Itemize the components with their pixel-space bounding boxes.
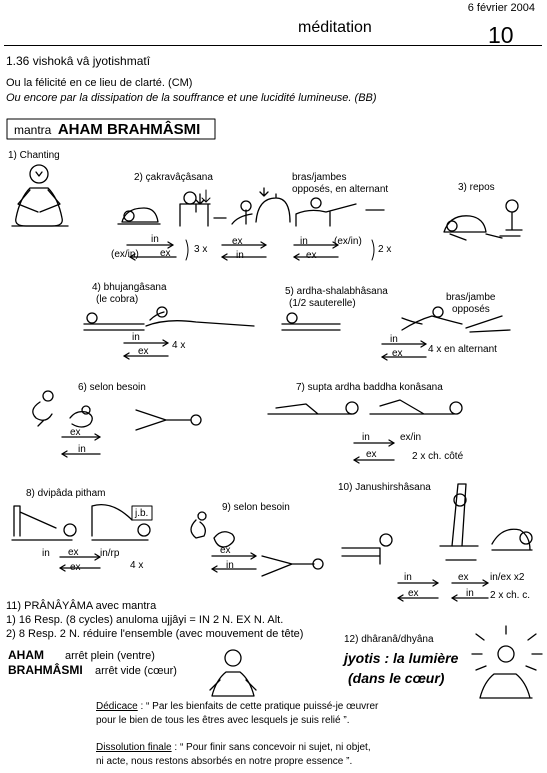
dvipada-pitham-figures — [12, 505, 152, 540]
mantra-box — [14, 121, 200, 139]
b6-ex: ex — [70, 427, 81, 438]
b8-ex2: ex — [70, 562, 81, 573]
sutra-ref: 1.36 vishokâ vâ jyotishmatî — [6, 54, 151, 68]
b2b-ex: ex — [232, 236, 243, 247]
b8-inrp: in/rp — [100, 548, 120, 559]
b5-4x-alt: 4 x en alternant — [428, 344, 497, 355]
pranayama-title: 11) PRÂNÂYÂMA avec mantra — [6, 600, 157, 612]
b6-in: in — [78, 444, 86, 455]
b7-exin: ex/in — [400, 432, 422, 443]
b2-ex: ex — [160, 248, 171, 259]
step-2-note1: bras/jambes — [292, 172, 347, 183]
header-date: 6 février 2004 — [467, 2, 535, 14]
b9-in: in — [226, 560, 234, 571]
b10-in2: in — [466, 588, 474, 599]
dedicace-line1 — [96, 701, 378, 712]
selon-besoin-figures-6 — [33, 391, 201, 430]
step-12-label: 12) dhâranâ/dhyâna — [344, 634, 434, 645]
janushirshasana-figures — [342, 484, 532, 564]
step-5-note1: bras/jambe — [446, 292, 496, 303]
b2c-2x: 2 x — [378, 244, 392, 255]
sutra-line1: Ou la félicité en ce lieu de clarté. (CM) — [6, 77, 193, 89]
b10-ex2: ex — [458, 572, 469, 583]
b2b-in: in — [236, 250, 244, 261]
b7-in: in — [362, 432, 370, 443]
dissolution-line2: ni acte, nous restons absorbés en notre propre essence ”. — [96, 756, 353, 767]
selon-besoin-figures-9 — [191, 512, 323, 576]
step-7-label: 7) supta ardha baddha konâsana — [296, 382, 443, 393]
b7-2x: 2 x ch. côté — [412, 451, 464, 462]
dedicace-line2: pour le bien de tous les êtres avec lesquels je suis relié ”. — [96, 715, 350, 726]
header-rule — [4, 45, 542, 46]
b8-in: in — [42, 548, 50, 559]
page-number: 10 — [488, 22, 514, 48]
step-3-label: 3) repos — [458, 182, 495, 193]
step-6-label: 6) selon besoin — [78, 382, 146, 393]
b10-ex: ex — [408, 588, 419, 599]
b7-ex: ex — [366, 449, 377, 460]
step-4-sub: (le cobra) — [96, 294, 139, 305]
dissolution-line1 — [96, 742, 371, 753]
b2-3x: 3 x — [194, 244, 208, 255]
brahmasmi-label: BRAHMÂSMI — [8, 663, 83, 677]
b8-ex: ex — [68, 547, 79, 558]
b10-2xc: 2 x ch. c. — [490, 590, 531, 601]
dedicace-label: Dédicace — [96, 701, 138, 712]
jyotis-line2: (dans le cœur) — [348, 670, 445, 686]
page-title: méditation — [298, 19, 372, 36]
step-9-label: 9) selon besoin — [222, 502, 290, 513]
mantra-word: AHAM BRAHMÂSMI — [57, 121, 201, 138]
step-8-tag: j.b. — [135, 508, 149, 519]
dissolution-text1: : “ Pour finir sans concevoir ni sujet, ni objet, — [174, 742, 371, 753]
chanting-figure — [12, 165, 68, 226]
dedicace-text1: : “ Par les bienfaits de cette pratique puissé-je œuvrer — [140, 701, 379, 712]
dissolution-label: Dissolution finale — [96, 742, 172, 753]
aham-desc: arrêt plein (ventre) — [65, 650, 155, 662]
pranayama-line1: 1) 16 Resp. (8 cycles) anuloma ujjâyi = IN 2 N. EX N. Alt. — [6, 614, 284, 626]
b4-4x: 4 x — [172, 340, 186, 351]
b2-in: in — [151, 234, 159, 245]
repos-figures — [444, 200, 522, 240]
aham-label: AHAM — [8, 648, 44, 662]
b2c-ex: ex — [306, 250, 317, 261]
mantra-prefix: mantra — [14, 123, 52, 137]
pranayama-line2: 2) 8 Resp. 2 N. réduire l'ensemble (avec mouvement de tête) — [6, 628, 304, 640]
b2c-exin: (ex/in) — [334, 236, 362, 247]
step-1-label: 1) Chanting — [8, 150, 60, 161]
step-2-note2: opposés, en alternant — [292, 184, 389, 195]
step-4-label: 4) bhujangâsana — [92, 282, 167, 293]
b5-ex: ex — [392, 348, 403, 359]
step-2-label: 2) çakravâçâsana — [134, 172, 213, 183]
b2c-in: in — [300, 236, 308, 247]
step-5-label: 5) ardha-shalabhâsana — [285, 286, 388, 297]
sutra-line2: Ou encore par la dissipation de la souffrance et une lucidité lumineuse. (BB) — [6, 92, 377, 104]
step-10-label: 10) Janushirshâsana — [338, 482, 431, 493]
step-5-sub: (1/2 sauterelle) — [289, 298, 356, 309]
jyotis-line1: jyotis : la lumière — [344, 650, 459, 666]
cobra-figures — [84, 307, 254, 330]
supta-konasana-figures — [268, 400, 462, 414]
b9-ex: ex — [220, 545, 231, 556]
pranayama-seated-figure — [210, 650, 256, 696]
step-8-label: 8) dvipâda pitham — [26, 488, 106, 499]
b10-in: in — [404, 572, 412, 583]
b4-in: in — [132, 332, 140, 343]
b2-exin: (ex/in) — [111, 249, 139, 260]
b5-in: in — [390, 334, 398, 345]
step-5-note2: opposés — [452, 304, 490, 315]
b4-ex: ex — [138, 346, 149, 357]
b8-4x: 4 x — [130, 560, 144, 571]
radiant-figure — [472, 626, 542, 698]
brahmasmi-desc: arrêt vide (cœur) — [95, 665, 177, 677]
b10-inex2: in/ex x2 — [490, 572, 525, 583]
